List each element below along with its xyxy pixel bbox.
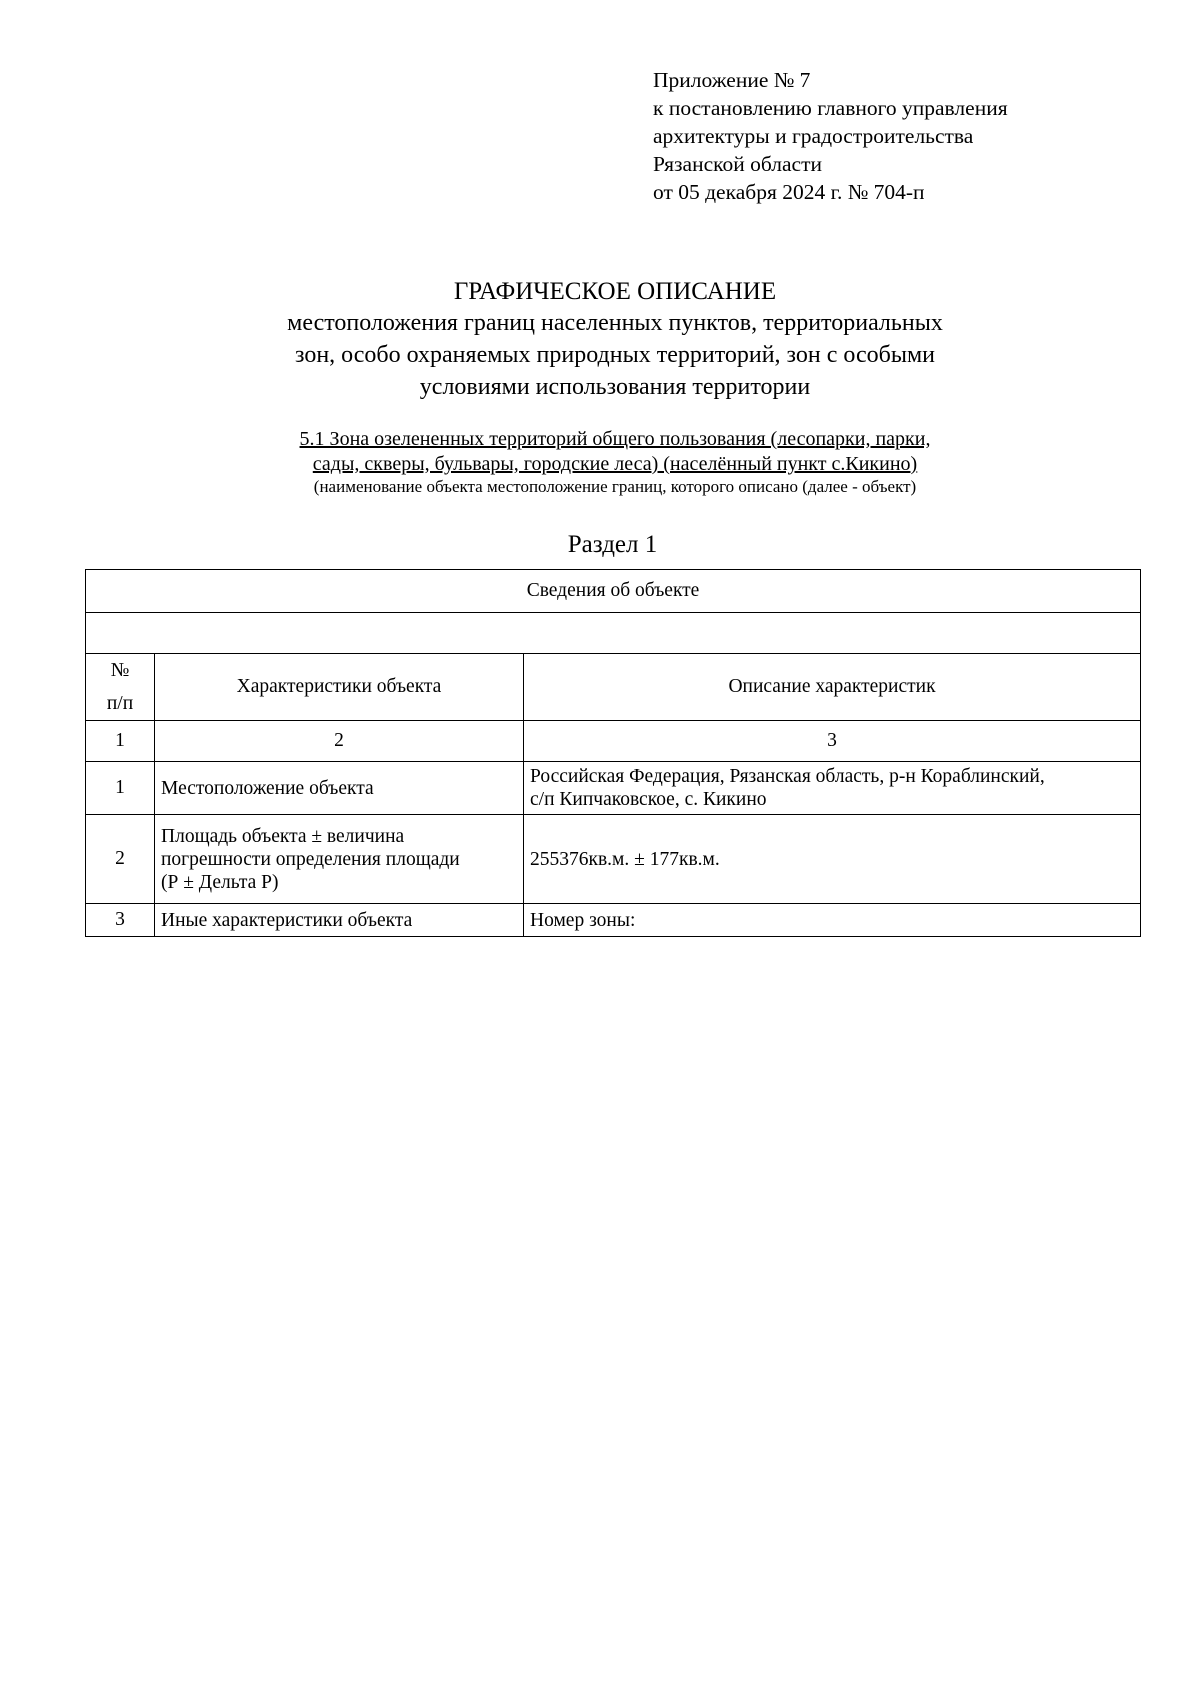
appendix-line: Приложение № 7 (653, 68, 811, 92)
column-header-num (86, 654, 155, 721)
appendix-line: Рязанской области (653, 152, 822, 176)
index-cell: 3 (524, 721, 1141, 762)
characteristic-line: Местоположение объекта (161, 777, 374, 799)
row-num: 3 (86, 904, 155, 937)
table-row (86, 762, 1141, 815)
index-cell: 2 (155, 721, 524, 762)
description-line: Российская Федерация, Рязанская область, р-н Кораблинский, (530, 766, 1045, 787)
object-caption: (наименование объекта местоположение границ, которого описано (далее - объект) (313, 477, 917, 496)
document-title-block (120, 276, 1110, 403)
characteristic-line: погрешности определения площади (161, 848, 460, 870)
table-index-row (86, 721, 1141, 762)
table-heading: Сведения об объекте (86, 570, 1141, 613)
table-empty-row (86, 613, 1141, 654)
appendix-line: к постановлению главного управления (653, 96, 1008, 120)
document-subtitle (120, 307, 1110, 403)
column-header-description: Описание характеристик (524, 654, 1141, 721)
row-description (524, 815, 1141, 904)
column-header-num-line: п/п (106, 693, 134, 714)
row-characteristic (155, 762, 524, 815)
description-line: 255376кв.м. ± 177кв.м. (530, 848, 720, 870)
subtitle-line: местоположения границ населенных пунктов, территориальных (287, 310, 943, 336)
table-row (86, 815, 1141, 904)
table-heading-row (86, 570, 1141, 613)
characteristic-line: Иные характеристики объекта (161, 909, 413, 931)
column-header-num-line: № (110, 660, 130, 681)
appendix-line: архитектуры и градостроительства (653, 124, 974, 148)
object-info-table (85, 569, 1141, 937)
row-num: 1 (86, 762, 155, 815)
row-characteristic (155, 904, 524, 937)
description-line: с/п Кипчаковское, с. Кикино (530, 789, 767, 810)
object-name-line: сады, скверы, бульвары, городские леса) (населённый пункт с.Кикино) (312, 453, 918, 475)
empty-cell (86, 613, 1141, 654)
section-title: Раздел 1 (567, 531, 658, 558)
row-description (524, 904, 1141, 937)
subtitle-line: условиями использования территории (419, 374, 811, 400)
description-line: Номер зоны: (530, 909, 636, 931)
table-row (86, 904, 1141, 937)
appendix-block (653, 66, 1008, 206)
characteristic-line: (Р ± Дельта Р) (161, 871, 279, 893)
subtitle-line: зон, особо охраняемых природных территорий, зон с особыми (294, 342, 936, 368)
row-num: 2 (86, 815, 155, 904)
table-column-header-row (86, 654, 1141, 721)
row-characteristic (155, 815, 524, 904)
object-name-line: 5.1 Зона озелененных территорий общего пользования (лесопарки, парки, (299, 428, 931, 450)
row-description (524, 762, 1141, 815)
appendix-line: от 05 декабря 2024 г. № 704-п (653, 180, 925, 204)
object-name (180, 427, 1050, 477)
document-title: ГРАФИЧЕСКОЕ ОПИСАНИЕ (453, 278, 777, 305)
index-cell: 1 (86, 721, 155, 762)
characteristic-line: Площадь объекта ± величина (161, 825, 405, 847)
column-header-characteristics: Характеристики объекта (155, 654, 524, 721)
